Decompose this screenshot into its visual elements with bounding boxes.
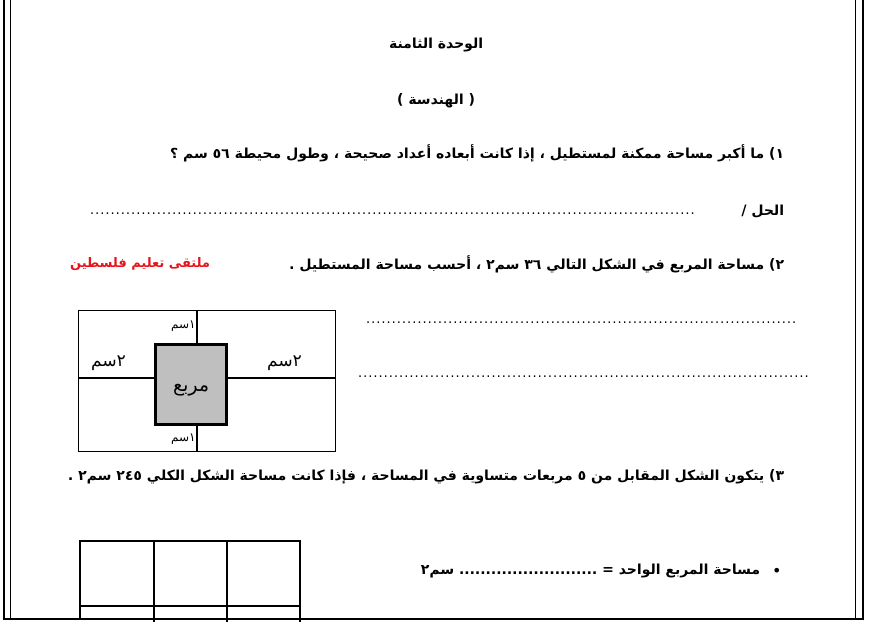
square-area-prompt: مساحة المربع الواحد = .......................... سم٢ <box>420 562 760 578</box>
bullet-icon: • <box>772 561 782 580</box>
grid-line <box>299 542 301 622</box>
rectangle-figure <box>78 310 336 452</box>
watermark-text: ملتقى تعليم فلسطين <box>70 256 210 271</box>
question-3: ٣) يتكون الشكل المقابل من ٥ مربعات متساوية في المساحة ، فإذا كانت مساحة الشكل الكلي ٢٤٥ سم٢ . <box>67 468 784 484</box>
grid-line <box>226 542 228 622</box>
top-dimension-label: ١سم <box>171 317 196 331</box>
left-dimension-label: ٢سم <box>91 351 126 371</box>
question-1: ١) ما أكبر مساحة ممكنة لمستطيل ، إذا كانت أبعاده أعداد صحيحة ، وطول محيطة ٥٦ سم ؟ <box>170 146 784 162</box>
right-dimension-label: ٢سم <box>267 351 302 371</box>
unit-title: الوحدة الثامنة <box>388 36 484 52</box>
question-2: ٢) مساحة المربع في الشكل التالي ٣٦ سم٢ ، أحسب مساحة المستطيل . <box>289 257 784 273</box>
answer-label: الحل / <box>741 203 784 219</box>
bottom-dimension-label: ١سم <box>171 430 196 444</box>
inner-square <box>154 343 228 426</box>
grid-line <box>153 542 155 622</box>
grid-line <box>81 605 301 607</box>
answer-dots-line: ...................................................................................................................... <box>90 203 696 218</box>
five-squares-figure <box>79 540 301 620</box>
answer-line-2: ........................................................................................ <box>358 366 810 381</box>
answer-line-1: .................................................................................... <box>366 312 798 327</box>
unit-subtitle: ( الهندسة ) <box>397 92 475 108</box>
square-label: مربع <box>172 374 210 396</box>
